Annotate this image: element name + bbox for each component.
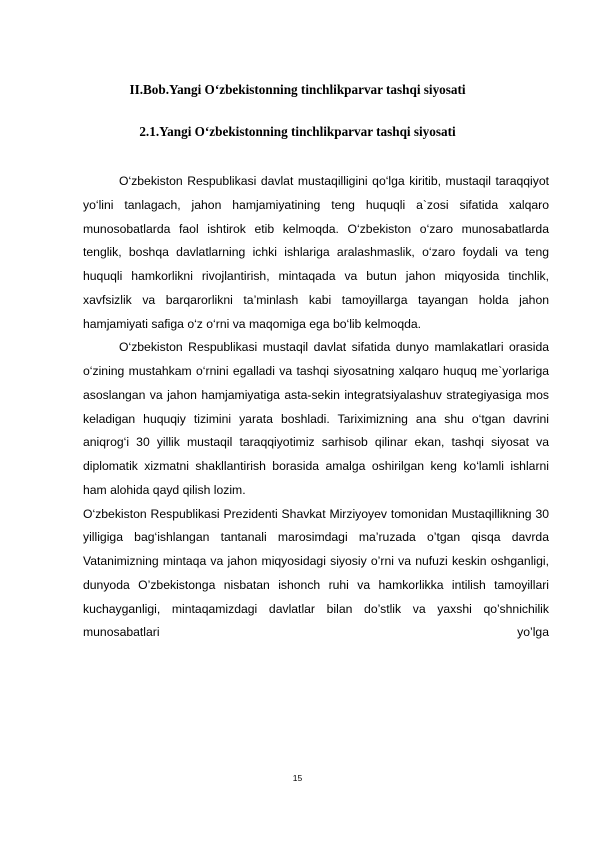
paragraph-3: O‘zbekiston Respublikasi Prezidenti Shavkat Mirziyoyev tomonidan Mustaqillikning 30 yilligiga bag‘ishlangan tantanali marosimdagi ma’ruzada o’tgan qisqa davrda Vatanimizning mintaqa va jahon miqyosidagi siyosiy o’rni va nufuzi keskin oshganligi, dunyoda O’zbekistonga nisbatan ishonch ruhi va hamkorlikka intilish tamoyillari kuchayganligi, mintaqamizdagi davlatlar bilan do’stlik va yaxshi qo’shnichilik munosabatlari yo’lga (83, 506, 549, 640)
paragraph-2: O‘zbekiston Respublikasi mustaqil davlat sifatida dunyo mamlakatlari orasida o‘zining mustahkam o‘rnini egalladi va tashqi siyosatning xalqaro huquq me`yorlariga asoslangan va jahon hamjamiyatiga asta-sekin integratsiyalashuv strategiyasiga mos keladigan huquqiy tizimini yarata boshladi. Tariximizning ana shu o‘tgan davrini aniqrog‘i 30 yillik mustaqil taraqqiyotimiz sarhisob qilinar ekan, tashqi siyosat va diplomatik xizmatni shakllantirish borasida amalga oshirilgan keng ko‘lamli ishlarni ham alohida qayd qilish lozim. (83, 340, 549, 497)
chapter-title: II.Bob.Yangi O‘zbekistonning tinchlikparvar tashqi siyosati (129, 82, 466, 97)
body-text (83, 170, 549, 645)
paragraph-1: O‘zbekiston Respublikasi davlat mustaqilligini qo‘lga kiritib, mustaqil taraqqiyot yo‘lini tanlagach, jahon hamjamiyatining teng huquqli a`zosi sifatida xalqaro munosobatlarda faol ishtirok etib kelmoqda. O‘zbekiston o‘zaro munosabatlarda tenglik, boshqa davlatlarning ichki ishlariga aralashmaslik, o‘zaro foydali va teng huquqli hamkorlikni rivojlantirish, mintaqada va butun jahon miqyosida tinchlik, xavfsizlik va barqarorlikni ta’minlash kabi tamoyillarga tayangan holda jahon hamjamiyati safiga o‘z o‘rni va maqomiga ega bo‘lib kelmoqda. (83, 174, 549, 331)
page-number: 15 (292, 773, 303, 783)
section-title: 2.1.Yangi O‘zbekistonning tinchlikparvar tashqi siyosati (139, 124, 456, 139)
